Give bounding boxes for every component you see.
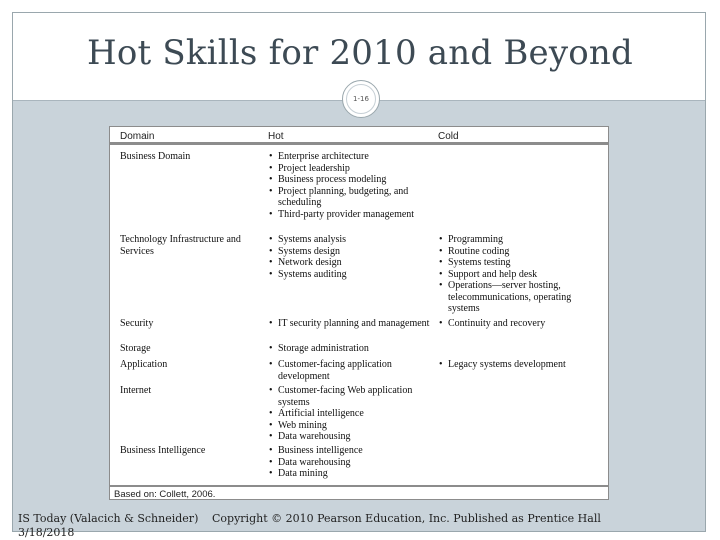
hot-list <box>268 445 433 480</box>
list-item: • Artificial intelligence <box>268 408 433 420</box>
hot-list <box>268 343 433 355</box>
list-item: • Data warehousing <box>268 457 433 469</box>
row-domain: Security <box>120 318 154 329</box>
footer-copyright: Copyright © 2010 Pearson Education, Inc. Published as Prentice Hall <box>212 512 601 525</box>
footer-left <box>18 512 198 540</box>
row-domain: Application <box>120 359 168 370</box>
list-item: • Support and help desk <box>438 269 603 281</box>
table-source: Based on: Collett, 2006. <box>110 485 608 500</box>
list-item: • Business intelligence <box>268 445 433 457</box>
cold-list <box>438 234 603 315</box>
row-domain: Business Intelligence <box>120 445 206 456</box>
row-domain: Storage <box>120 343 151 354</box>
header-domain: Domain <box>120 131 155 142</box>
row-domain: Business Domain <box>120 151 191 162</box>
list-item: • Enterprise architecture <box>268 151 433 163</box>
list-item: • Data mining <box>268 468 433 480</box>
list-item: • Customer-facing application development <box>268 359 433 382</box>
list-item: • Systems analysis <box>268 234 433 246</box>
list-item: • Operations—server hosting, telecommunications, operating systems <box>438 280 603 315</box>
list-item: • Systems auditing <box>268 269 433 281</box>
list-item: • Routine coding <box>438 246 603 258</box>
list-item: • Web mining <box>268 420 433 432</box>
hot-list <box>268 318 433 330</box>
list-item: • Business process modeling <box>268 174 433 186</box>
hot-list <box>268 234 433 280</box>
footer-course: IS Today (Valacich & Schneider) <box>18 512 199 525</box>
list-item: • IT security planning and management <box>268 318 433 330</box>
hot-list <box>268 151 433 220</box>
list-item: • Storage administration <box>268 343 433 355</box>
row-domain: Internet <box>120 385 152 396</box>
page-number-badge <box>342 80 380 118</box>
slide-title: Hot Skills for 2010 and Beyond <box>87 33 633 73</box>
list-item: • Systems testing <box>438 257 603 269</box>
list-item: • Systems design <box>268 246 433 258</box>
cold-list <box>438 318 603 330</box>
table-header <box>110 127 608 145</box>
list-item: • Third-party provider management <box>268 209 433 221</box>
header-hot: Hot <box>268 131 284 142</box>
list-item: • Project leadership <box>268 163 433 175</box>
list-item: • Customer-facing Web application systems <box>268 385 433 408</box>
list-item: • Legacy systems development <box>438 359 603 371</box>
row-domain: Technology Infrastructure and Services <box>120 234 241 257</box>
hot-list <box>268 359 433 382</box>
page-number: 1-16 <box>346 84 376 114</box>
list-item: • Project planning, budgeting, and scheduling <box>268 186 433 209</box>
list-item: • Continuity and recovery <box>438 318 603 330</box>
footer-date: 3/18/2018 <box>18 526 75 539</box>
cold-list <box>438 359 603 371</box>
header-cold: Cold <box>438 131 459 142</box>
list-item: • Network design <box>268 257 433 269</box>
skills-table <box>109 126 609 500</box>
hot-list <box>268 385 433 443</box>
list-item: • Data warehousing <box>268 431 433 443</box>
list-item: • Programming <box>438 234 603 246</box>
